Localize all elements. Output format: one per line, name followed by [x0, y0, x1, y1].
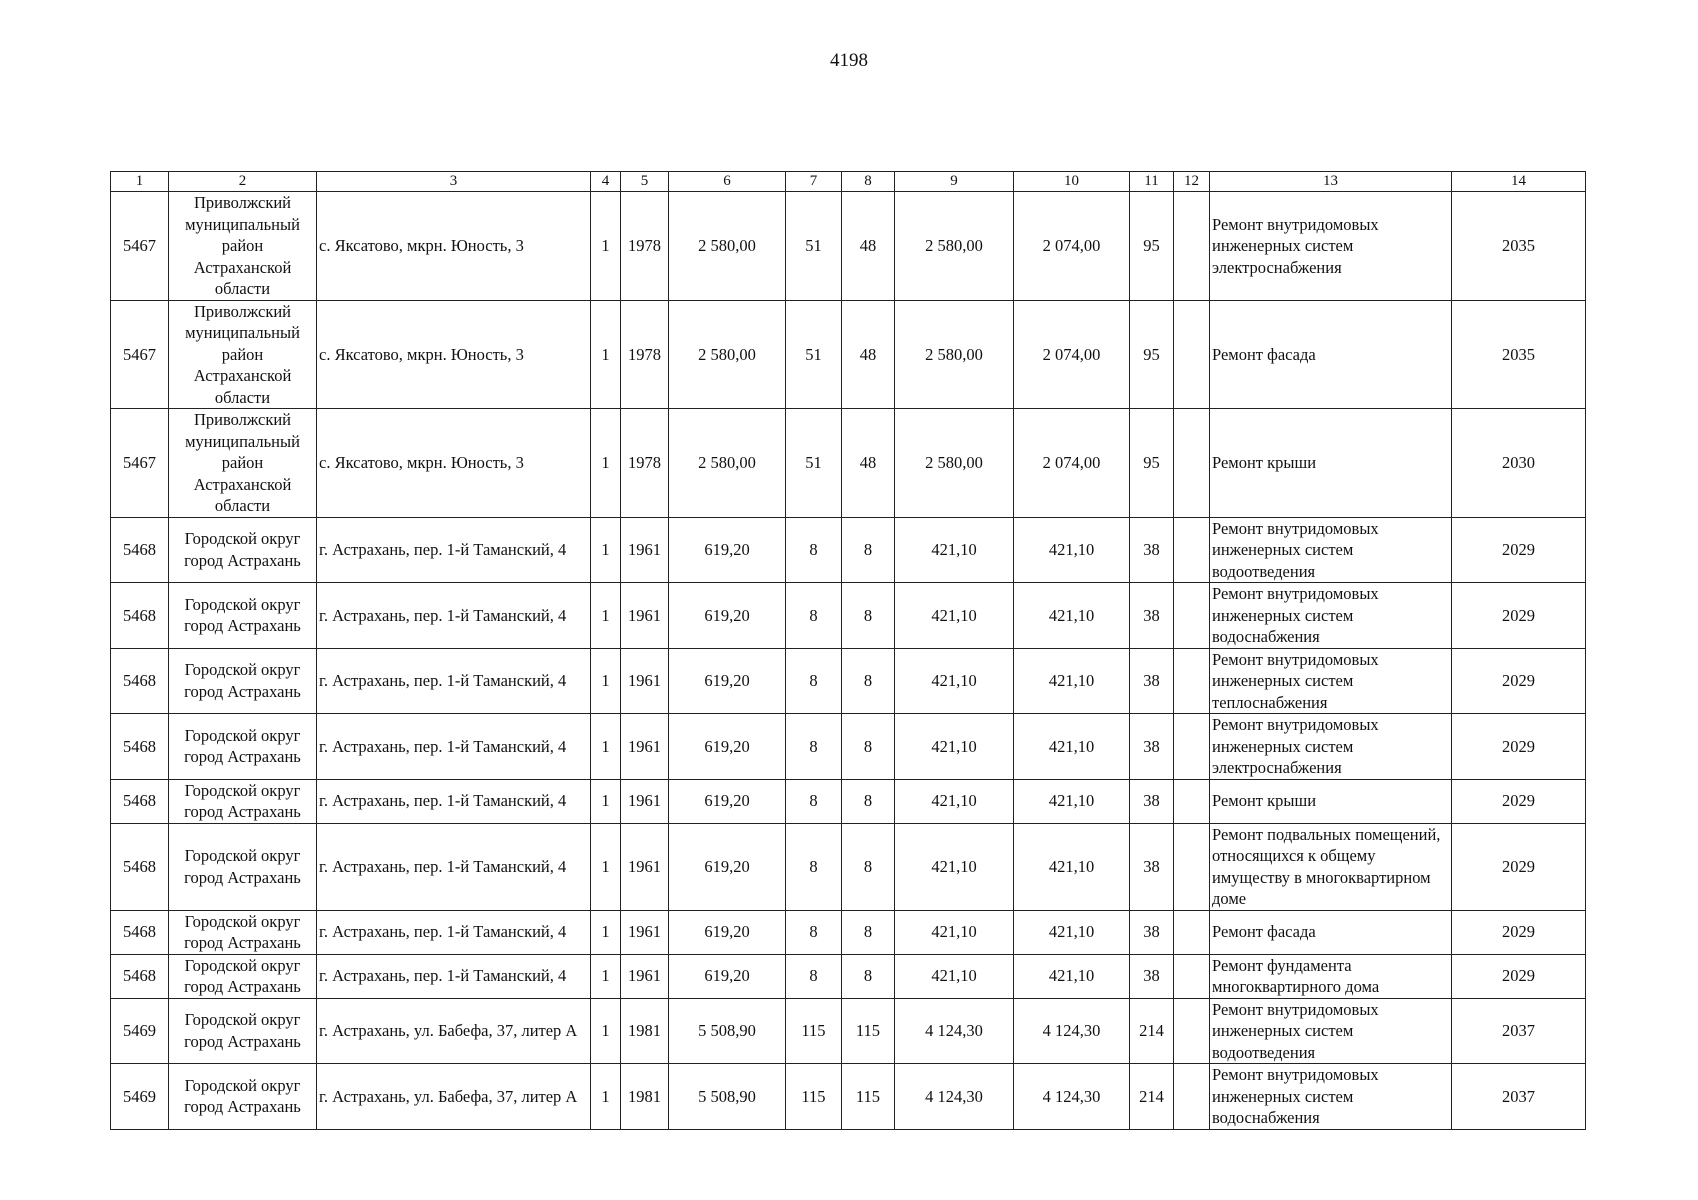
- table-row: [111, 823, 1586, 910]
- cell-municipality: Городской округ город Астрахань: [169, 648, 317, 714]
- cell-repair-work-type: Ремонт крыши: [1210, 779, 1452, 823]
- cell-row-id: 5469: [111, 998, 169, 1064]
- table-row: [111, 779, 1586, 823]
- cell-municipality: Приволжский муниципальный район Астраханской области: [169, 300, 317, 409]
- page-number: 4198: [830, 50, 868, 71]
- column-number-11: 11: [1130, 172, 1174, 192]
- cell-build-year: 1961: [621, 517, 669, 583]
- cell-row-id: 5468: [111, 910, 169, 954]
- cell-municipality: Приволжский муниципальный район Астраханской области: [169, 409, 317, 518]
- cell-col-11: 38: [1130, 583, 1174, 649]
- cell-build-year: 1961: [621, 779, 669, 823]
- cell-municipality: Городской округ город Астрахань: [169, 583, 317, 649]
- cell-total-area: 619,20: [669, 648, 786, 714]
- table-row: [111, 714, 1586, 780]
- cell-col-12: [1174, 910, 1210, 954]
- cell-repair-year: 2035: [1452, 300, 1586, 409]
- cell-col-10: 421,10: [1014, 583, 1130, 649]
- cell-col-4: 1: [591, 714, 621, 780]
- cell-row-id: 5468: [111, 517, 169, 583]
- cell-total-area: 619,20: [669, 823, 786, 910]
- cell-build-year: 1981: [621, 998, 669, 1064]
- cell-total-area: 619,20: [669, 583, 786, 649]
- cell-col-12: [1174, 954, 1210, 998]
- cell-repair-work-type: Ремонт внутридомовых инженерных систем водоснабжения: [1210, 583, 1452, 649]
- cell-col-4: 1: [591, 779, 621, 823]
- table-row: [111, 300, 1586, 409]
- cell-col-10: 421,10: [1014, 714, 1130, 780]
- cell-row-id: 5468: [111, 583, 169, 649]
- cell-row-id: 5469: [111, 1064, 169, 1130]
- cell-col-11: 38: [1130, 648, 1174, 714]
- cell-col-8: 8: [842, 779, 895, 823]
- cell-total-area: 5 508,90: [669, 1064, 786, 1130]
- table-row: [111, 409, 1586, 518]
- cell-address: г. Астрахань, пер. 1-й Таманский, 4: [317, 648, 591, 714]
- cell-col-9: 2 580,00: [895, 192, 1014, 301]
- cell-col-10: 2 074,00: [1014, 192, 1130, 301]
- table-row: [111, 583, 1586, 649]
- cell-col-8: 48: [842, 409, 895, 518]
- cell-repair-year: 2029: [1452, 714, 1586, 780]
- cell-col-11: 214: [1130, 998, 1174, 1064]
- cell-address: г. Астрахань, пер. 1-й Таманский, 4: [317, 779, 591, 823]
- cell-build-year: 1961: [621, 823, 669, 910]
- cell-col-8: 8: [842, 648, 895, 714]
- cell-col-7: 115: [786, 1064, 842, 1130]
- cell-col-9: 421,10: [895, 517, 1014, 583]
- cell-total-area: 619,20: [669, 714, 786, 780]
- cell-col-7: 8: [786, 823, 842, 910]
- cell-repair-work-type: Ремонт внутридомовых инженерных систем электроснабжения: [1210, 192, 1452, 301]
- column-number-10: 10: [1014, 172, 1130, 192]
- cell-col-11: 38: [1130, 823, 1174, 910]
- cell-col-11: 95: [1130, 300, 1174, 409]
- repair-schedule-table: [110, 171, 1586, 1130]
- table-row: [111, 1064, 1586, 1130]
- cell-repair-year: 2029: [1452, 954, 1586, 998]
- cell-col-11: 38: [1130, 714, 1174, 780]
- cell-repair-work-type: Ремонт подвальных помещений, относящихся к общему имуществу в многоквартирном доме: [1210, 823, 1452, 910]
- cell-col-8: 8: [842, 714, 895, 780]
- cell-col-11: 38: [1130, 517, 1174, 583]
- cell-row-id: 5468: [111, 714, 169, 780]
- cell-col-8: 8: [842, 583, 895, 649]
- column-number-8: 8: [842, 172, 895, 192]
- cell-repair-year: 2029: [1452, 910, 1586, 954]
- cell-repair-work-type: Ремонт фасада: [1210, 300, 1452, 409]
- cell-repair-year: 2029: [1452, 517, 1586, 583]
- cell-total-area: 2 580,00: [669, 192, 786, 301]
- table-row: [111, 517, 1586, 583]
- cell-col-7: 51: [786, 409, 842, 518]
- table-row: [111, 998, 1586, 1064]
- column-number-4: 4: [591, 172, 621, 192]
- cell-col-9: 421,10: [895, 583, 1014, 649]
- cell-col-9: 421,10: [895, 648, 1014, 714]
- cell-col-9: 421,10: [895, 954, 1014, 998]
- cell-col-12: [1174, 192, 1210, 301]
- cell-col-4: 1: [591, 192, 621, 301]
- cell-build-year: 1978: [621, 192, 669, 301]
- cell-col-8: 8: [842, 910, 895, 954]
- cell-col-7: 115: [786, 998, 842, 1064]
- cell-col-8: 48: [842, 192, 895, 301]
- cell-col-10: 421,10: [1014, 823, 1130, 910]
- cell-col-12: [1174, 823, 1210, 910]
- cell-municipality: Приволжский муниципальный район Астраханской области: [169, 192, 317, 301]
- column-number-12: 12: [1174, 172, 1210, 192]
- cell-address: г. Астрахань, пер. 1-й Таманский, 4: [317, 583, 591, 649]
- cell-col-8: 8: [842, 823, 895, 910]
- cell-col-11: 95: [1130, 409, 1174, 518]
- cell-col-9: 421,10: [895, 779, 1014, 823]
- cell-col-12: [1174, 648, 1210, 714]
- column-number-14: 14: [1452, 172, 1586, 192]
- cell-col-8: 48: [842, 300, 895, 409]
- cell-address: г. Астрахань, ул. Бабефа, 37, литер А: [317, 1064, 591, 1130]
- cell-build-year: 1961: [621, 954, 669, 998]
- cell-repair-work-type: Ремонт крыши: [1210, 409, 1452, 518]
- cell-col-12: [1174, 300, 1210, 409]
- cell-col-4: 1: [591, 998, 621, 1064]
- cell-col-7: 8: [786, 648, 842, 714]
- cell-col-7: 51: [786, 300, 842, 409]
- column-number-3: 3: [317, 172, 591, 192]
- cell-col-7: 8: [786, 910, 842, 954]
- cell-col-11: 38: [1130, 910, 1174, 954]
- cell-total-area: 5 508,90: [669, 998, 786, 1064]
- cell-municipality: Городской округ город Астрахань: [169, 779, 317, 823]
- cell-col-9: 421,10: [895, 714, 1014, 780]
- cell-municipality: Городской округ город Астрахань: [169, 954, 317, 998]
- table-row: [111, 954, 1586, 998]
- cell-total-area: 2 580,00: [669, 409, 786, 518]
- cell-col-11: 38: [1130, 779, 1174, 823]
- cell-col-8: 115: [842, 1064, 895, 1130]
- cell-repair-work-type: Ремонт внутридомовых инженерных систем водоотведения: [1210, 998, 1452, 1064]
- cell-col-9: 2 580,00: [895, 300, 1014, 409]
- table-header-row: [111, 172, 1586, 192]
- cell-col-10: 2 074,00: [1014, 409, 1130, 518]
- cell-repair-work-type: Ремонт внутридомовых инженерных систем теплоснабжения: [1210, 648, 1452, 714]
- cell-col-7: 8: [786, 954, 842, 998]
- cell-municipality: Городской округ город Астрахань: [169, 910, 317, 954]
- cell-col-12: [1174, 779, 1210, 823]
- cell-build-year: 1978: [621, 300, 669, 409]
- cell-address: г. Астрахань, пер. 1-й Таманский, 4: [317, 823, 591, 910]
- cell-row-id: 5468: [111, 823, 169, 910]
- cell-row-id: 5468: [111, 954, 169, 998]
- cell-col-12: [1174, 1064, 1210, 1130]
- cell-col-10: 4 124,30: [1014, 1064, 1130, 1130]
- cell-repair-year: 2029: [1452, 648, 1586, 714]
- cell-repair-year: 2029: [1452, 823, 1586, 910]
- cell-repair-work-type: Ремонт внутридомовых инженерных систем электроснабжения: [1210, 714, 1452, 780]
- column-number-6: 6: [669, 172, 786, 192]
- cell-col-9: 2 580,00: [895, 409, 1014, 518]
- cell-address: г. Астрахань, пер. 1-й Таманский, 4: [317, 954, 591, 998]
- cell-col-4: 1: [591, 1064, 621, 1130]
- cell-col-7: 8: [786, 779, 842, 823]
- cell-repair-work-type: Ремонт внутридомовых инженерных систем водоснабжения: [1210, 1064, 1452, 1130]
- cell-build-year: 1978: [621, 409, 669, 518]
- cell-col-4: 1: [591, 517, 621, 583]
- cell-col-4: 1: [591, 823, 621, 910]
- cell-repair-year: 2029: [1452, 583, 1586, 649]
- cell-address: с. Яксатово, мкрн. Юность, 3: [317, 192, 591, 301]
- cell-repair-year: 2037: [1452, 998, 1586, 1064]
- cell-address: с. Яксатово, мкрн. Юность, 3: [317, 300, 591, 409]
- column-number-13: 13: [1210, 172, 1452, 192]
- cell-municipality: Городской округ город Астрахань: [169, 823, 317, 910]
- cell-repair-year: 2037: [1452, 1064, 1586, 1130]
- cell-repair-work-type: Ремонт фасада: [1210, 910, 1452, 954]
- cell-col-4: 1: [591, 910, 621, 954]
- cell-address: с. Яксатово, мкрн. Юность, 3: [317, 409, 591, 518]
- cell-col-4: 1: [591, 300, 621, 409]
- cell-col-9: 421,10: [895, 910, 1014, 954]
- table-row: [111, 910, 1586, 954]
- cell-repair-work-type: Ремонт внутридомовых инженерных систем водоотведения: [1210, 517, 1452, 583]
- cell-municipality: Городской округ город Астрахань: [169, 1064, 317, 1130]
- cell-col-9: 4 124,30: [895, 1064, 1014, 1130]
- cell-total-area: 2 580,00: [669, 300, 786, 409]
- column-number-9: 9: [895, 172, 1014, 192]
- cell-col-8: 115: [842, 998, 895, 1064]
- cell-repair-year: 2030: [1452, 409, 1586, 518]
- cell-col-10: 421,10: [1014, 779, 1130, 823]
- cell-col-4: 1: [591, 954, 621, 998]
- cell-col-8: 8: [842, 954, 895, 998]
- cell-total-area: 619,20: [669, 910, 786, 954]
- cell-repair-year: 2029: [1452, 779, 1586, 823]
- cell-col-12: [1174, 998, 1210, 1064]
- cell-col-4: 1: [591, 583, 621, 649]
- cell-col-11: 38: [1130, 954, 1174, 998]
- cell-address: г. Астрахань, пер. 1-й Таманский, 4: [317, 910, 591, 954]
- table-row: [111, 192, 1586, 301]
- cell-col-11: 214: [1130, 1064, 1174, 1130]
- cell-build-year: 1961: [621, 714, 669, 780]
- cell-build-year: 1961: [621, 648, 669, 714]
- column-number-5: 5: [621, 172, 669, 192]
- cell-build-year: 1961: [621, 583, 669, 649]
- table-row: [111, 648, 1586, 714]
- cell-address: г. Астрахань, ул. Бабефа, 37, литер А: [317, 998, 591, 1064]
- cell-col-10: 4 124,30: [1014, 998, 1130, 1064]
- cell-municipality: Городской округ город Астрахань: [169, 998, 317, 1064]
- cell-municipality: Городской округ город Астрахань: [169, 714, 317, 780]
- cell-total-area: 619,20: [669, 954, 786, 998]
- cell-row-id: 5468: [111, 779, 169, 823]
- cell-repair-work-type: Ремонт фундамента многоквартирного дома: [1210, 954, 1452, 998]
- cell-repair-year: 2035: [1452, 192, 1586, 301]
- column-number-2: 2: [169, 172, 317, 192]
- cell-col-8: 8: [842, 517, 895, 583]
- cell-address: г. Астрахань, пер. 1-й Таманский, 4: [317, 517, 591, 583]
- cell-col-9: 4 124,30: [895, 998, 1014, 1064]
- cell-col-9: 421,10: [895, 823, 1014, 910]
- column-number-1: 1: [111, 172, 169, 192]
- cell-col-7: 51: [786, 192, 842, 301]
- cell-row-id: 5467: [111, 300, 169, 409]
- cell-col-7: 8: [786, 517, 842, 583]
- cell-col-7: 8: [786, 714, 842, 780]
- cell-col-12: [1174, 517, 1210, 583]
- cell-row-id: 5467: [111, 409, 169, 518]
- cell-address: г. Астрахань, пер. 1-й Таманский, 4: [317, 714, 591, 780]
- cell-build-year: 1961: [621, 910, 669, 954]
- cell-col-12: [1174, 409, 1210, 518]
- cell-col-10: 421,10: [1014, 517, 1130, 583]
- cell-build-year: 1981: [621, 1064, 669, 1130]
- cell-total-area: 619,20: [669, 517, 786, 583]
- column-number-7: 7: [786, 172, 842, 192]
- cell-col-10: 421,10: [1014, 648, 1130, 714]
- cell-col-7: 8: [786, 583, 842, 649]
- cell-col-4: 1: [591, 648, 621, 714]
- cell-row-id: 5468: [111, 648, 169, 714]
- cell-total-area: 619,20: [669, 779, 786, 823]
- cell-col-4: 1: [591, 409, 621, 518]
- cell-col-11: 95: [1130, 192, 1174, 301]
- cell-col-10: 421,10: [1014, 954, 1130, 998]
- cell-col-12: [1174, 714, 1210, 780]
- cell-col-10: 421,10: [1014, 910, 1130, 954]
- cell-row-id: 5467: [111, 192, 169, 301]
- cell-col-12: [1174, 583, 1210, 649]
- cell-col-10: 2 074,00: [1014, 300, 1130, 409]
- cell-municipality: Городской округ город Астрахань: [169, 517, 317, 583]
